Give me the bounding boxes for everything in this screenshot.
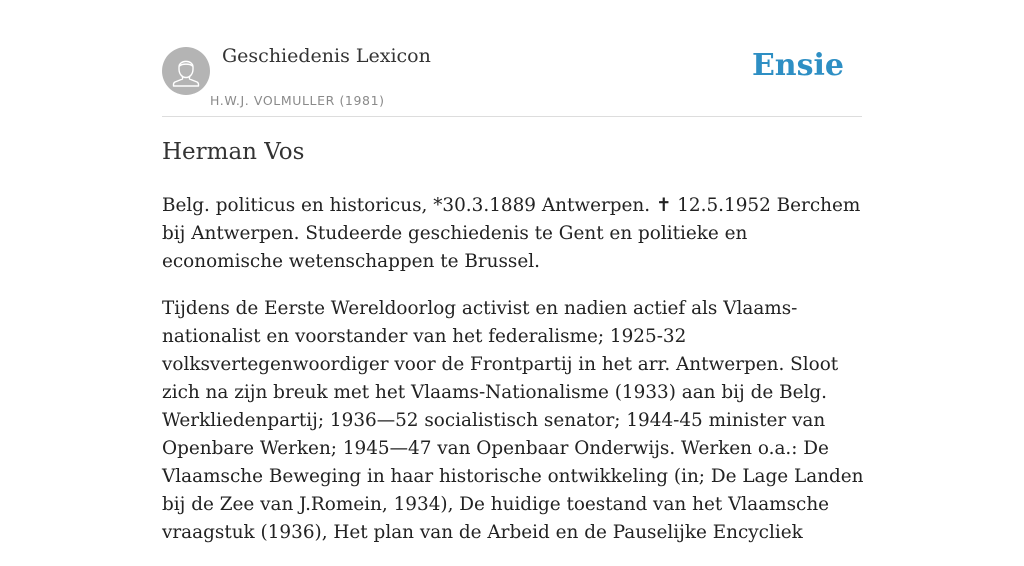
source-title[interactable]: Geschiedenis Lexicon	[222, 45, 431, 67]
entry-paragraph: Belg. politicus en historicus, *30.3.1889 Antwerpen. ✝ 12.5.1952 Berchem bij Antwerpen. Studeerde geschiedenis te Gent en politieke en economische wetenschappen te Brussel.	[162, 195, 861, 272]
source-header	[162, 0, 862, 117]
source-author[interactable]: H.W.J. VOLMULLER (1981)	[210, 93, 385, 108]
entry-title: Herman Vos	[162, 139, 305, 165]
entry-body	[162, 192, 867, 566]
source-avatar[interactable]	[162, 47, 210, 95]
user-icon	[162, 47, 210, 95]
page-container	[162, 0, 864, 543]
entry-paragraph: Tijdens de Eerste Wereldoorlog activist en nadien actief als Vlaams-nationalist en voorstander van het federalisme; 1925-32 volksvertegenwoordiger voor de Frontpartij in het arr. Antwerpen. Sloot zich na zijn breuk met het Vlaams-Nationalisme (1933) aan bij de Belg. Werkliedenpartij; 1936—52 socialistisch senator; 1944-45 minister van Openbare Werken; 1945—47 van Openbaar Onderwijs. Werken o.a.: De Vlaamsche Beweging in haar historische ontwikkeling (in; De Lage Landen bij de Zee van J.Romein, 1934), De huidige toestand van het Vlaamsche vraagstuk (1936), Het plan van de Arbeid en de Pauselijke Encycliek	[162, 298, 864, 543]
brand-logo[interactable]: Ensie	[751, 48, 844, 83]
